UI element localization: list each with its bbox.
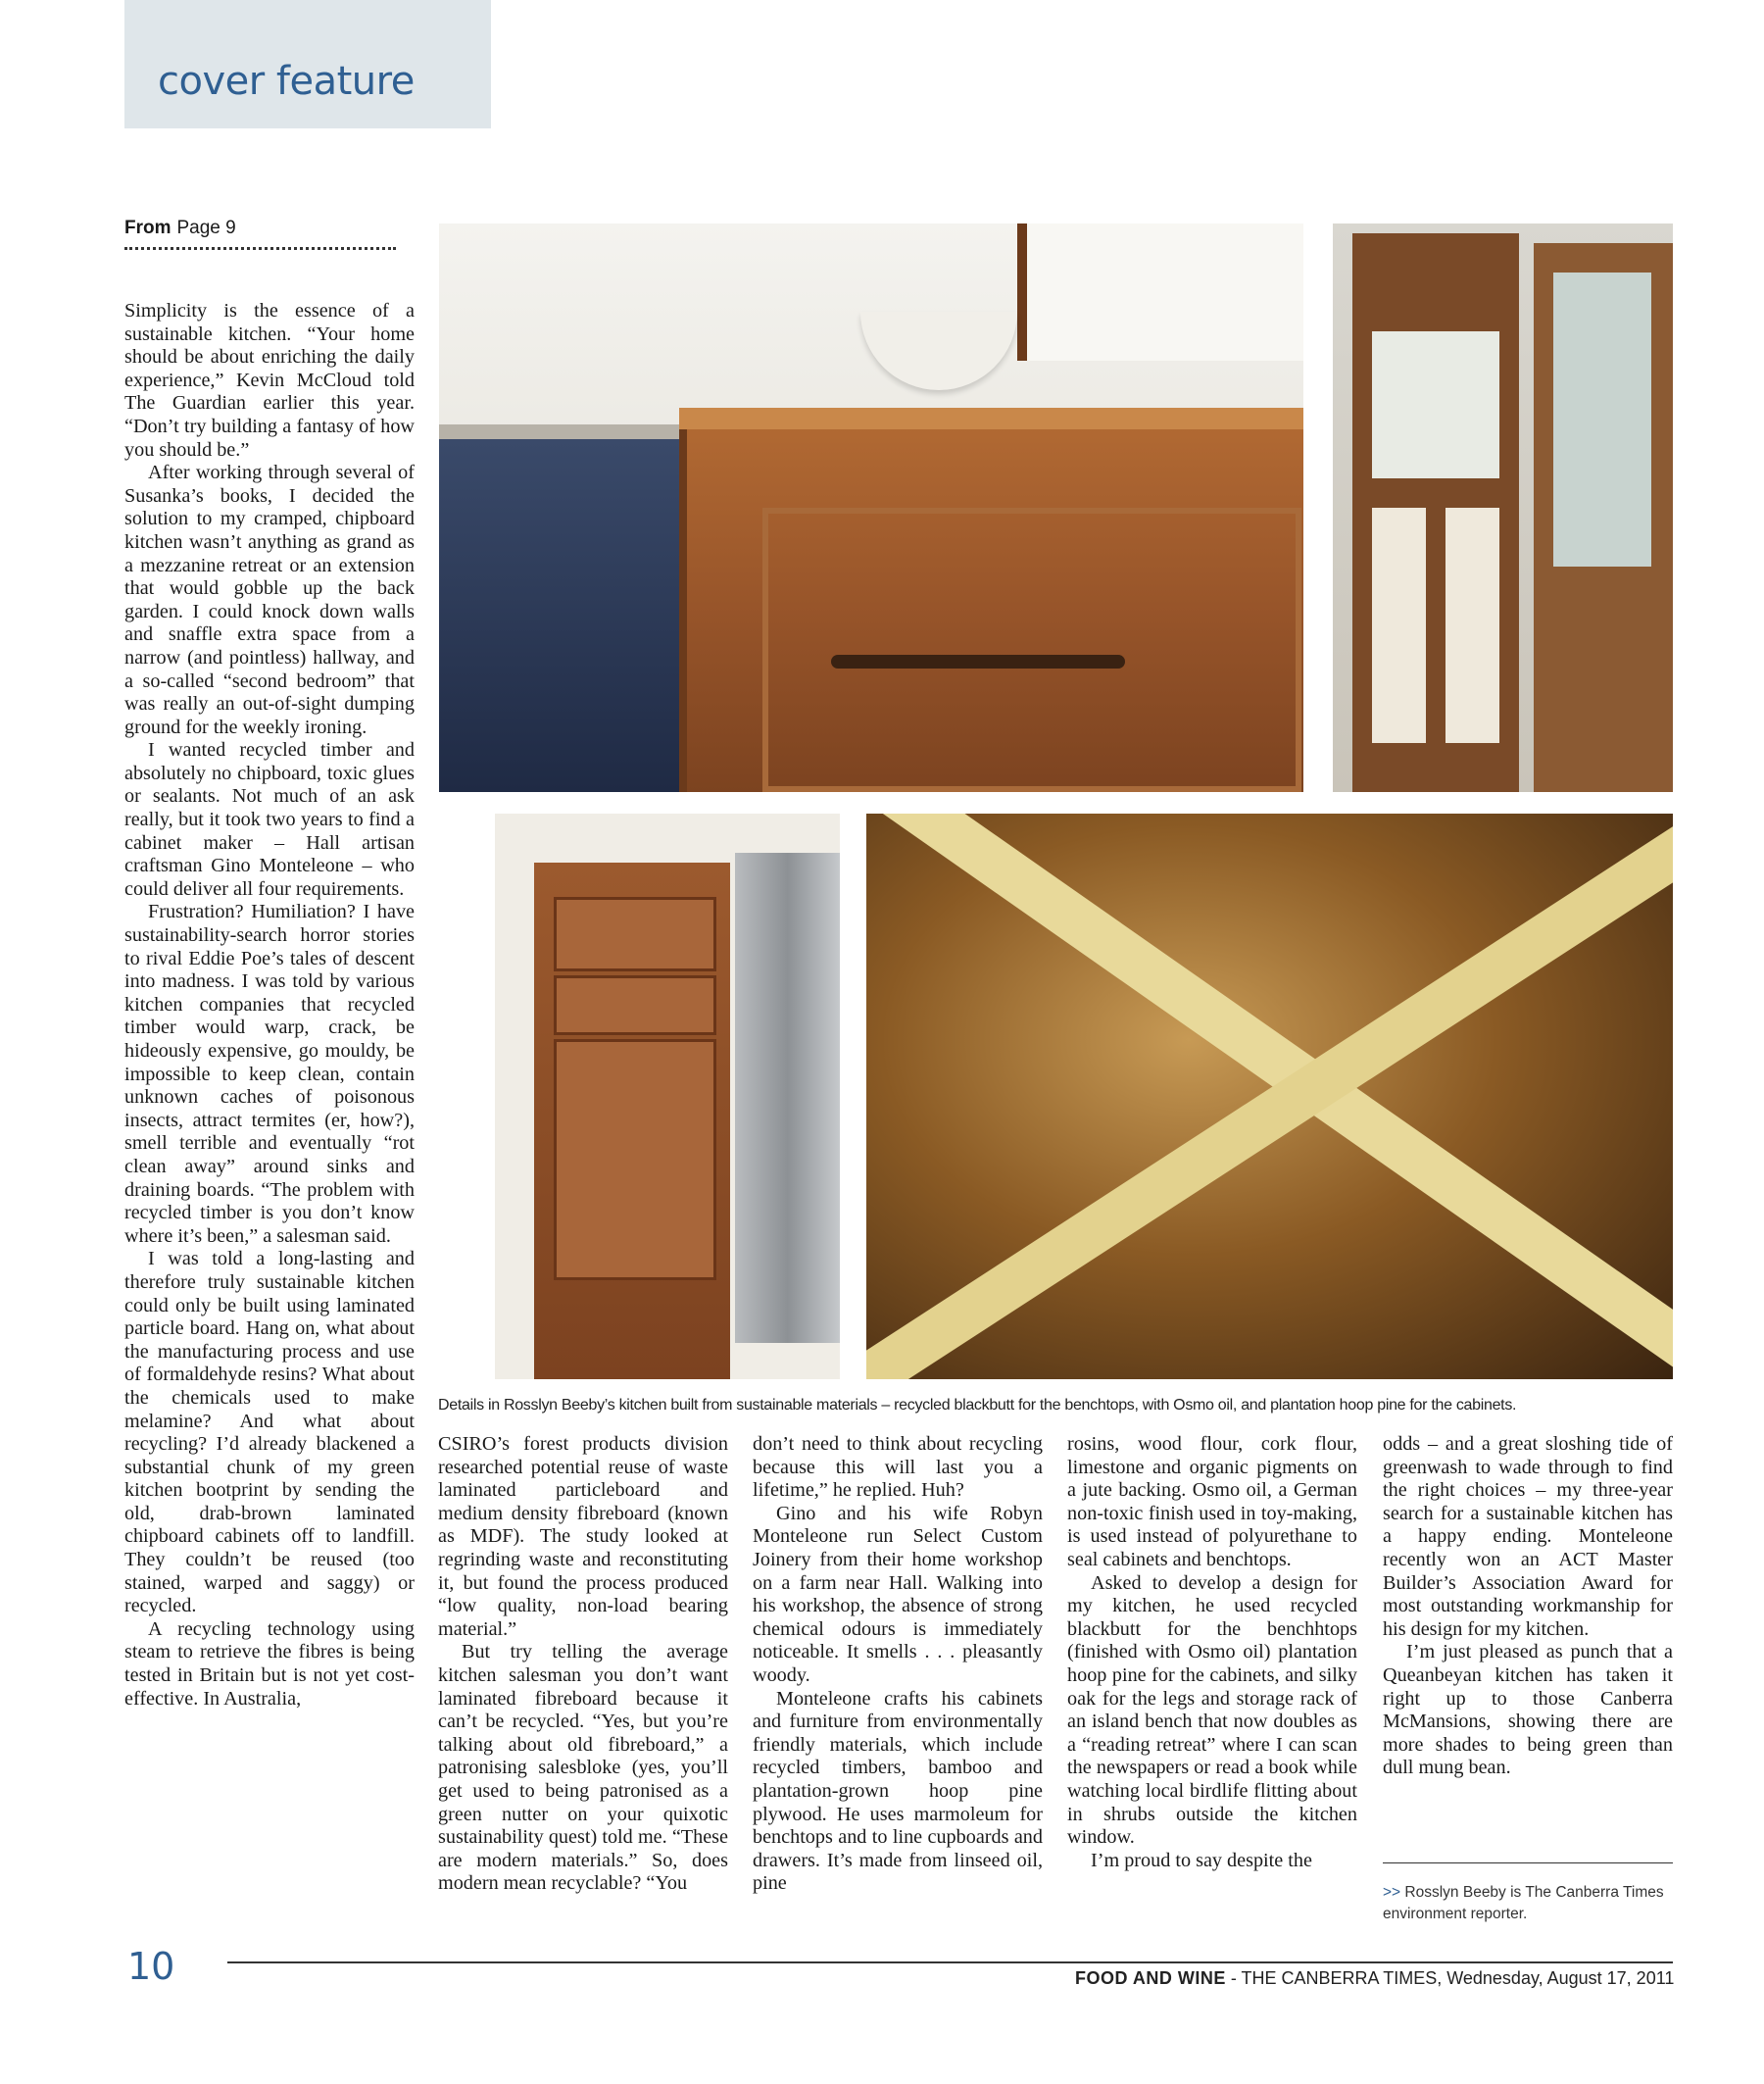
continued-from [124, 218, 236, 239]
paragraph: I’m proud to say despite the [1091, 1849, 1312, 1871]
paragraph: Asked to develop a design for my kitchen, he used recycled blackbutt for the benchhtops (finished with Osmo oil) plantation hoop pine for the cabinets, and silky oak for the legs and storage rack of an island bench that now doubles as a “reading retreat” where I can scan the newspapers or read a book while watching local birdlife flitting about in shrubs outside the kitchen window. [1067, 1571, 1357, 1849]
paragraph: After working through several of Susanka’s books, I decided the solution to my cramped, chipboard kitchen wasn’t anything as grand as a mezzanine retreat or an extension that would gobble up the back garden. I could knock down walls and snaffle extra space from a narrow (and pointless) hallway, and a so-called “second bedroom” that was really an out-of-sight dumping ground for the weekly ironing. [124, 462, 415, 738]
article-column-3 [753, 1433, 1043, 1896]
from-label: From [124, 218, 172, 238]
window-frame [1017, 223, 1303, 361]
photo-drawers [495, 814, 840, 1379]
paragraph: But try telling the average kitchen salesman you don’t want laminated fibreboard because it can’t be recycled. “Yes, but you’re talking about old fibreboard,” a patronising salesbloke (yes, you’ll get used to being patronised as a green nutter on your quixotic sustainability quest) told me. “These are modern materials.” So, does modern mean recyclable? “You [438, 1641, 728, 1895]
from-page: Page 9 [176, 218, 236, 238]
paragraph: I wanted recycled timber and absolutely no chipboard, toxic glues or sealants. Not much of an ask really, but it took two years to find a cabinet maker – Hall artisan craftsman Gino Monteleone – who could deliver all four requirements. [124, 739, 415, 900]
paragraph: Simplicity is the essence of a sustainable kitchen. “Your home should be about enriching the daily experience,” Kevin McCloud told The Guardian earlier this year. “Don’t try building a fantasy of how you should be.” [124, 300, 415, 461]
dotted-divider [124, 247, 396, 250]
paragraph: Frustration? Humiliation? I have sustainability-search horror stories to rival Eddie Poe’s tales of descent into madness. I was told by various kitchen companies that recycled timber would warp, crack, be hideously expensive, go mouldy, be impossible to keep clean, contain unknown caches of poisonous insects, attract termites (er, how?), smell terrible and eventually “rot clean away” around sinks and draining boards. “The problem with recycled timber is you don’t know where it’s been,” a salesman said. [124, 901, 415, 1247]
photo-timber-doors [1333, 223, 1673, 792]
paragraph: CSIRO’s forest products division researched potential reuse of waste laminated particleboard and medium density fibreboard (known as MDF). The study looked at regrinding waste and reconstituting it, but found the process produced “low quality, non-load bearing material.” [438, 1433, 728, 1640]
drawer [554, 975, 716, 1035]
paragraph: I’m just pleased as punch that a Queanbeyan kitchen has taken it right up to those Canberra McMansions, showing there are more shades to being green than dull mung bean. [1383, 1641, 1673, 1779]
drawer [554, 897, 716, 971]
paragraph: A recycling technology using steam to retrieve the fibres is being tested in Britain but is not yet cost-effective. In Australia, [124, 1617, 415, 1710]
section-title: cover feature [158, 59, 415, 104]
section-header [124, 0, 491, 128]
bio-arrow: >> [1383, 1884, 1401, 1901]
footer-section: FOOD AND WINE [1075, 1968, 1226, 1988]
photo-kitchen-cabinet [439, 223, 1303, 792]
page-number: 10 [127, 1945, 175, 1988]
footer-publication: - THE CANBERRA TIMES, Wednesday, August 17, 2011 [1230, 1968, 1675, 1988]
paragraph: I was told a long-lasting and therefore truly sustainable kitchen could only be built using laminated particle board. Hang on, what about the manufacturing process and use of formaldehyde resins? What about the chemicals used to make melamine? And what about recycling? I’d already blackened a substantial chunk of my green kitchen bootprint by sending the old, drab-brown laminated chipboard cabinets off to landfill. They couldn’t be reused (too stained, warped and saggy) or recycled. [124, 1248, 415, 1617]
oven [439, 439, 679, 792]
benchtop [679, 408, 1303, 429]
bio-divider [1383, 1862, 1673, 1863]
article-column-5 [1383, 1433, 1673, 1780]
article-column-4 [1067, 1433, 1357, 1872]
photo-bamboo-divider [866, 814, 1673, 1379]
paragraph: Gino and his wife Robyn Monteleone run Select Custom Joinery from their home workshop on a farm near Hall. Walking into his workshop, the absence of strong chemical odours is immediately noticeable. It smells . . . pleasantly woody. [753, 1502, 1043, 1686]
article-column-1 [124, 300, 415, 1711]
door-glass [1372, 331, 1499, 478]
photo-caption: Details in Rosslyn Beeby’s kitchen built from sustainable materials – recycled blackbutt for the benchtops, with Osmo oil, and plantation hoop pine for the cabinets. [438, 1397, 1517, 1414]
cupboard-glass [1553, 273, 1651, 567]
bio-text: Rosslyn Beeby is The Canberra Times environment reporter. [1383, 1884, 1664, 1922]
paragraph: rosins, wood flour, cork flour, limestone and organic pigments on a jute backing. Osmo oil, a German non-toxic finish used in toy-making, is used instead of polyurethane to seal cabinets and benchtops. [1067, 1433, 1357, 1570]
steel-oven [735, 853, 840, 1343]
bamboo-divider [866, 814, 1673, 1379]
footer [1075, 1968, 1673, 1989]
article-column-2 [438, 1433, 728, 1896]
paragraph: odds – and a great sloshing tide of greenwash to wade through to find the right choices – my three-year search for a sustainable kitchen has a happy ending. Monteleone recently won an ACT Master Builder’s Association Award for most outstanding workmanship for his design for my kitchen. [1383, 1433, 1673, 1640]
cabinet-handle [831, 655, 1125, 669]
bowl [860, 312, 1017, 390]
door-glass [1446, 508, 1499, 743]
door-glass [1372, 508, 1426, 743]
author-bio [1383, 1882, 1673, 1925]
paragraph: don’t need to think about recycling because this will last you a lifetime,” he replied. Huh? [753, 1433, 1043, 1502]
cabinet-panel [762, 508, 1301, 792]
paragraph: Monteleone crafts his cabinets and furniture from environmentally friendly materials, which include recycled timbers, bamboo and plantation-grown hoop pine plywood. He uses marmoleum for benchtops and to line cupboards and drawers. It’s made from linseed oil, pine [753, 1687, 1043, 1895]
footer-rule [227, 1961, 1673, 1963]
cupboard-door [554, 1039, 716, 1280]
